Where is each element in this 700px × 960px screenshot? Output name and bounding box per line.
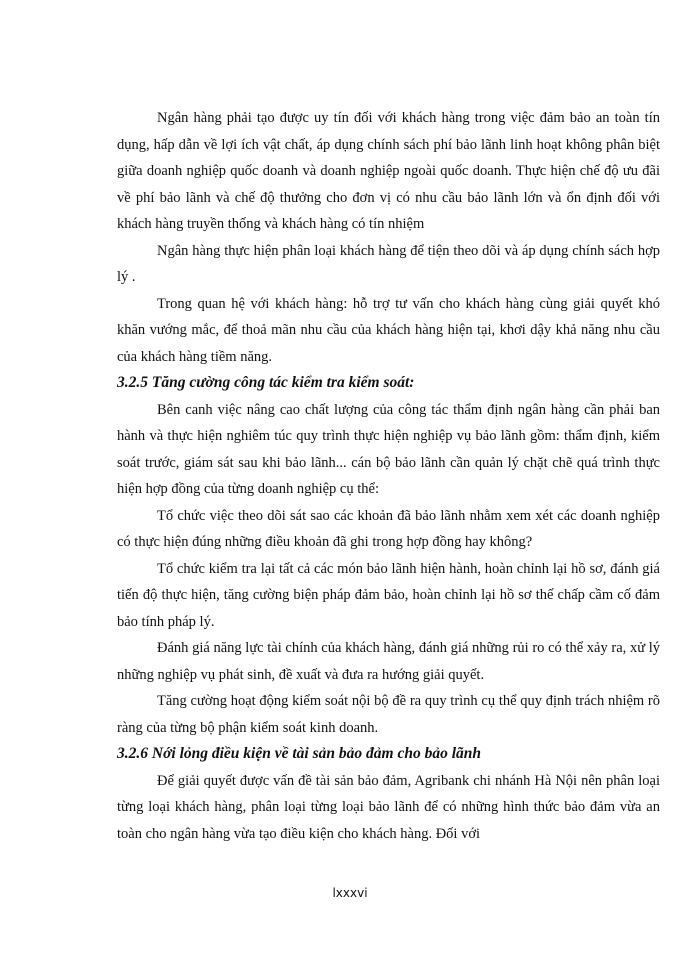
paragraph-collateral: Để giải quyết được vấn đề tài sản bảo đảm, Agribank chi nhánh Hà Nội nên phân loại từng loại khách hàng, phân loại từng loại bảo lãnh để có những hình thức bảo đảm vừa an toàn cho ngân hàng vừa tạo điều kiện cho khách hàng. Đối với bbox=[117, 772, 660, 842]
paragraph-monitoring: Tổ chức việc theo dõi sát sao các khoản đã bảo lãnh nhằm xem xét các doanh nghiệp có thực hiện đúng những điều khoản đã ghi trong hợp đồng hay không? bbox=[117, 507, 660, 550]
paragraph-customer-classification: Ngân hàng thực hiện phân loại khách hàng để tiện theo dõi và áp dụng chính sách hợp lý . bbox=[117, 242, 660, 285]
paragraph-reputation: Ngân hàng phải tạo được uy tín đối với khách hàng trong việc đảm bảo an toàn tín dụng, hấp dẫn về lợi ích vật chất, áp dụng chính sách phí bảo lãnh linh hoạt không phân biệt giữa doanh nghiệp quốc doanh và doanh nghiệp ngoài quốc doanh. Thực hiện chế độ ưu đãi về phí bảo lãnh và chế độ thưởng cho đơn vị có nhu cầu bảo lãnh lớn và ổn định đối với khách hàng truyền thống và khách hàng có tín nhiệm bbox=[117, 110, 660, 232]
paragraph-customer-relations: Trong quan hệ với khách hàng: hỗ trợ tư vấn cho khách hàng cùng giải quyết khó khăn vướng mắc, để thoả mãn nhu cầu của khách hàng hiện tại, khơi dậy khả năng nhu cầu của khách hàng tiềm năng. bbox=[117, 295, 660, 365]
page-number: lxxxvi bbox=[332, 886, 368, 900]
section-heading-3-2-5: 3.2.5 Tăng cường công tác kiểm tra kiểm soát: bbox=[117, 374, 415, 391]
section-heading-3-2-6: 3.2.6 Nới lỏng điều kiện về tài sản bảo đảm cho bảo lãnh bbox=[117, 745, 481, 762]
paragraph-appraisal-quality: Bên canh việc nâng cao chất lượng của công tác thẩm định ngân hàng cần phải ban hành và thực hiện nghiêm túc quy trình thực hiện nghiệp vụ bảo lãnh gồm: thẩm định, kiểm soát trước, giám sát sau khi bảo lãnh... cán bộ bảo lãnh cần quản lý chặt chẽ quá trình thực hiện hợp đồng của từng doanh nghiệp cụ thể: bbox=[117, 401, 660, 497]
paragraph-internal-control: Tăng cường hoạt động kiểm soát nội bộ đề ra quy trình cụ thể quy định trách nhiệm rõ ràng của từng bộ phận kiểm soát kinh doanh. bbox=[117, 693, 660, 736]
paragraph-inspection: Tổ chức kiểm tra lại tất cả các món bảo lãnh hiện hành, hoàn chỉnh lại hồ sơ, đánh giá tiến độ thực hiện, tăng cường biện pháp đảm bảo, hoàn chỉnh lại hồ sơ thế chấp cầm cố đảm bảo tính pháp lý. bbox=[117, 560, 660, 630]
paragraph-financial-assessment: Đánh giá năng lực tài chính của khách hàng, đánh giá những rủi ro có thể xảy ra, xử lý những nghiệp vụ phát sinh, đề xuất và đưa ra hướng giải quyết. bbox=[117, 640, 660, 683]
body-text bbox=[117, 105, 660, 847]
